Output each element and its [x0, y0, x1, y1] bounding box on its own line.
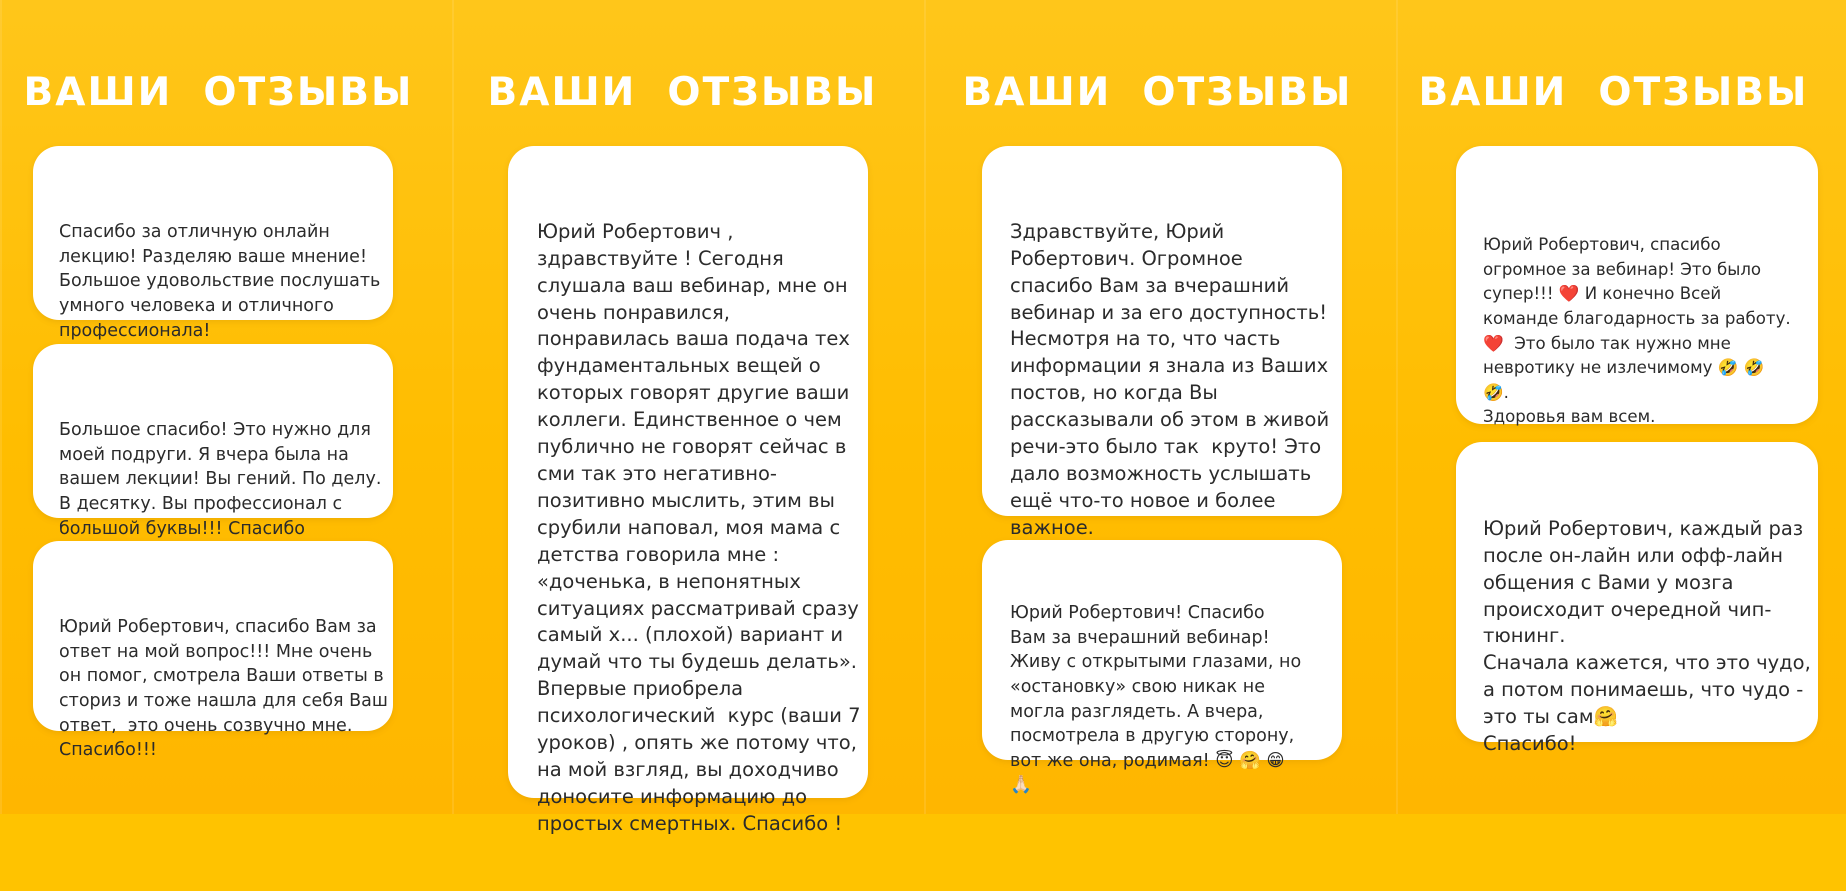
review-card: [33, 146, 393, 341]
review-card: [1456, 146, 1818, 427]
review-text: Здравствуйте, Юрий Робертович. Огромное спасибо Вам за вчерашний вебинар и за его доступность! Несмотря на то, что часть информации я знала из Ваших постов, но когда Вы рассказывали об этом в живой речи-это было так круто! Это дало возможность услышать ещё что-то новое и более важное.: [1010, 219, 1330, 539]
review-text: Юрий Робертович! Спасибо Вам за вчерашний вебинар! Живу с открытыми глазами, но «остановку» свою никак не могла разглядеть. А вчера, посмотрела в другую сторону, вот же она, родимая! 😇 🤗 😁 🙏🏻: [1010, 603, 1302, 796]
review-text: Юрий Робертович, спасибо огромное за вебинар! Это было супер!!! ❤️ И конечно Всей команде благодарность за работу. ❤️ Это было так нужно мне невротику не излечимому 🤣 🤣 🤣. Здоровья вам всем.: [1483, 235, 1791, 427]
review-text: Юрий Робертович , здравствуйте ! Сегодня слушала ваш вебинар, мне он очень понравился, понравилась ваша подача тех фундаментальных вещей о которых говорят другие ваши коллеги. Единственное о чем публично не говорят сейчас в сми так это негативно- позитивно мыслить, этим вы срубили наповал, моя мама с детства говорила мне : «доченька, в непонятных ситуациях рассматривай сразу самый х... (плохой) вариант и думай что ты будешь делать». Впервые приобрела психологический курс (ваши 7 уроков) , опять же потому что, на мой взгляд, вы доходчиво доносите информацию до простых смертных. Спасибо !: [537, 219, 861, 835]
panel-heading: ВАШИ ОТЗЫВЫ: [487, 70, 878, 115]
review-card: [982, 540, 1342, 796]
review-panel-4: [1396, 0, 1846, 814]
panel-heading: ВАШИ ОТЗЫВЫ: [23, 70, 414, 115]
review-card: [1456, 442, 1818, 756]
review-card: [508, 146, 868, 835]
review-card: [982, 146, 1342, 539]
review-card: [33, 344, 393, 539]
review-text: Спасибо за отличную онлайн лекцию! Разделяю ваше мнение! Большое удовольствие послушать умного человека и отличного профессионала!: [59, 222, 381, 341]
review-card: [33, 541, 393, 761]
panel-heading: ВАШИ ОТЗЫВЫ: [1418, 70, 1809, 115]
review-text: Юрий Робертович, каждый раз после он-лайн или офф-лайн общения с Вами у мозга происходит очередной чип- тюнинг. Сначала кажется, что это чудо, а потом понимаешь, что чудо - это ты сам🤗 Спасибо!: [1483, 516, 1811, 756]
panel-heading: ВАШИ ОТЗЫВЫ: [962, 70, 1353, 115]
review-panel-1: [0, 0, 452, 814]
review-text: Большое спасибо! Это нужно для моей подруги. Я вчера была на вашем лекции! Вы гений. По делу. В десятку. Вы профессионал с большой буквы!!! Спасибо: [59, 420, 382, 539]
review-text: Юрий Робертович, спасибо Вам за ответ на мой вопрос!!! Мне очень он помог, смотрела Ваши ответы в сториз и тоже нашла для себя Ваш ответ, это очень созвучно мне. Спасибо!!!: [59, 617, 388, 761]
review-panel-2: [452, 0, 924, 835]
review-panel-3: [924, 0, 1396, 814]
